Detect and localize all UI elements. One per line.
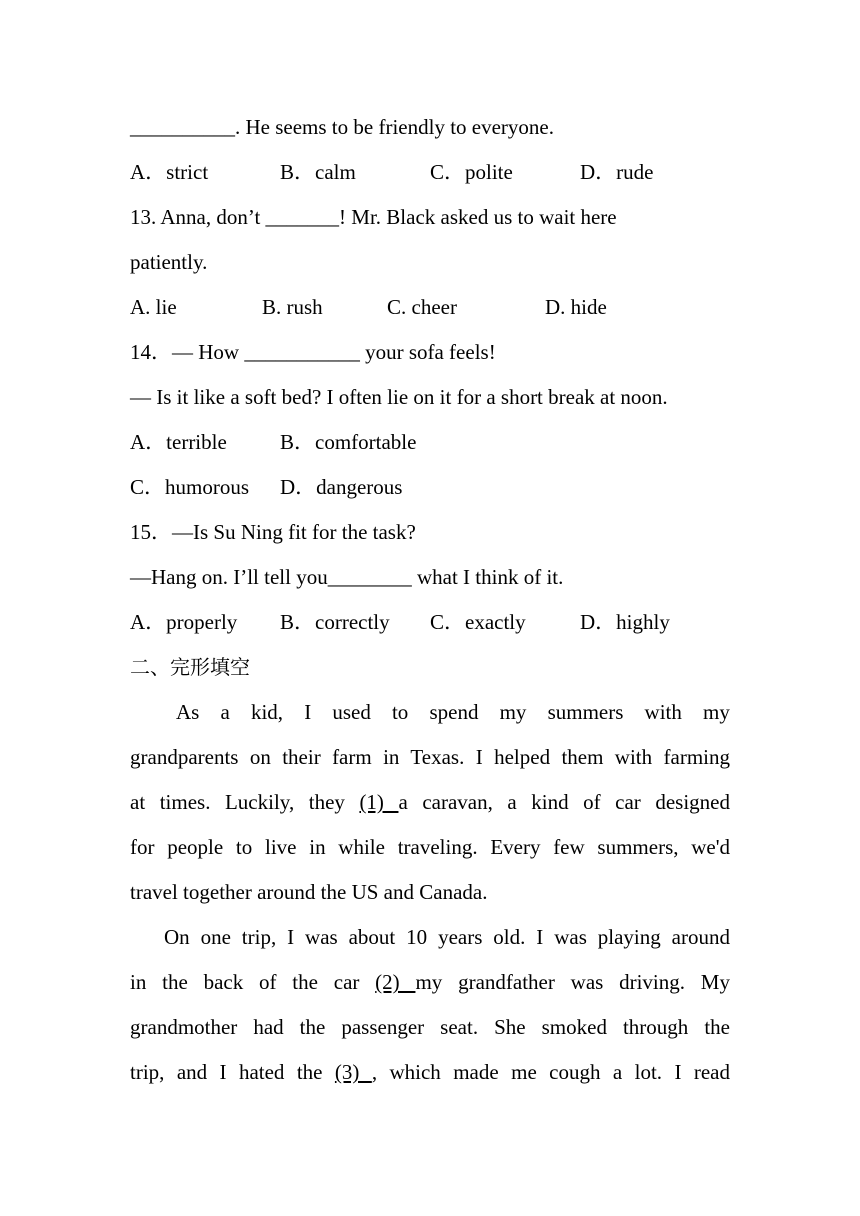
q14-option-b: B．comfortable (280, 430, 417, 454)
q15-stem-line1: 15．—Is Su Ning fit for the task? (130, 520, 416, 544)
passage-text: in the back of the car (130, 970, 376, 994)
q13-option-d: D. hide (545, 295, 607, 319)
q13-stem-line2: patiently. (130, 250, 208, 274)
word: to (391, 700, 409, 724)
blank-2: (2) (375, 970, 416, 994)
q12-option-b: B．calm (280, 160, 356, 184)
word: my (703, 700, 730, 724)
passage-p2-line3: grandmother had the passenger seat. She smoked through the (130, 1015, 730, 1039)
q14-stem-line1: 14．— How ___________ your sofa feels! (130, 340, 496, 364)
q12-stem: __________. He seems to be friendly to everyone. (130, 115, 554, 139)
blank-3: (3) (334, 1060, 372, 1084)
q12-option-a: A．strict (130, 160, 209, 184)
q14-options-row1 (130, 420, 730, 465)
word: spend (429, 700, 479, 724)
q13-option-b: B. rush (262, 295, 323, 319)
q15-option-a: A．properly (130, 610, 238, 634)
word: kid, (250, 700, 284, 724)
q13-option-c: C. cheer (387, 295, 457, 319)
q13-option-a: A. lie (130, 295, 177, 319)
word: summers (547, 700, 624, 724)
q14-option-a: A．terrible (130, 430, 227, 454)
q12-option-c: C．polite (430, 160, 513, 184)
document-page (130, 105, 730, 1095)
q14-option-c: C．humorous (130, 475, 250, 499)
q14-option-d: D．dangerous (280, 475, 403, 499)
passage-p1-line4: for people to live in while traveling. Every few summers, we'd (130, 835, 730, 859)
passage-text: a caravan, a kind of car designed (398, 790, 730, 814)
word: a (220, 700, 230, 724)
word: I (304, 700, 312, 724)
q14-stem-line2: — Is it like a soft bed? I often lie on it for a short break at noon. (130, 385, 668, 409)
passage-p2-line4 (130, 1050, 730, 1095)
passage-text: my grandfather was driving. My (415, 970, 730, 994)
section-heading-cloze: 二、完形填空 (130, 655, 250, 679)
q15-option-c: C．exactly (430, 610, 526, 634)
word: used (332, 700, 371, 724)
q13-options (130, 285, 730, 330)
passage-p2-line1: On one trip, I was about 10 years old. I was playing around (164, 925, 730, 949)
q15-options (130, 600, 730, 645)
q15-stem-line2: —Hang on. I’ll tell you________ what I think of it. (130, 565, 564, 589)
passage-p1-line3 (130, 780, 730, 825)
passage-p1-line1 (130, 690, 730, 735)
word: As (176, 700, 200, 724)
q12-options (130, 150, 730, 195)
passage-text: at times. Luckily, they (130, 790, 360, 814)
word: my (499, 700, 527, 724)
blank-1: (1) (359, 790, 399, 814)
word: with (644, 700, 682, 724)
q12-option-d: D．rude (580, 160, 654, 184)
q15-option-b: B．correctly (280, 610, 390, 634)
passage-p1-line5: travel together around the US and Canada. (130, 880, 488, 904)
passage-p1-line2: grandparents on their farm in Texas. I helped them with farming (130, 745, 730, 769)
q13-stem-line1: 13. Anna, don’t _______! Mr. Black asked us to wait here (130, 205, 617, 229)
q14-options-row2 (130, 465, 730, 510)
passage-text: trip, and I hated the (130, 1060, 335, 1084)
passage-text: , which made me cough a lot. I read (371, 1060, 731, 1084)
passage-p2-line2 (130, 960, 730, 1005)
q15-option-d: D．highly (580, 610, 670, 634)
